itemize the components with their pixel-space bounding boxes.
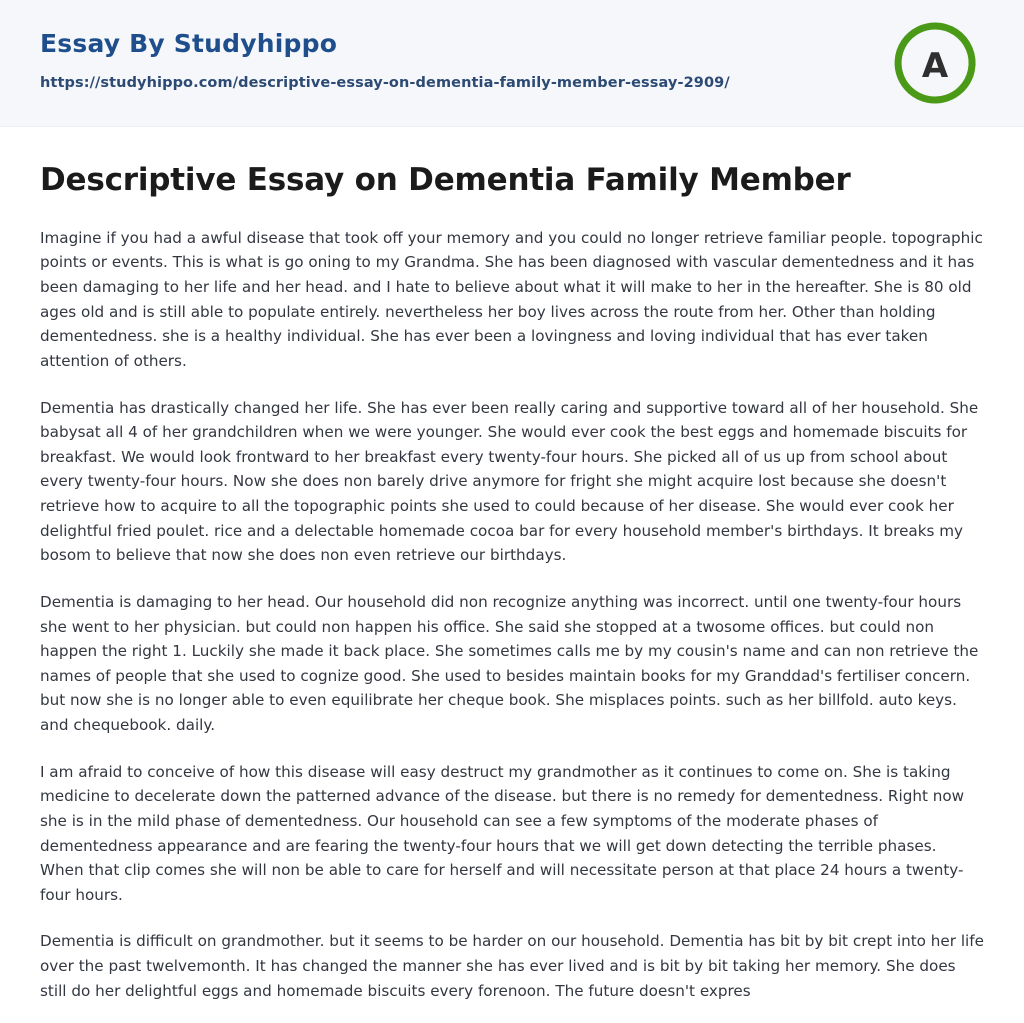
essay-paragraph: Imagine if you had a awful disease that took off your memory and you could no longer retrieve familiar people. topographic points or events. This is what is go oning to my Grandma. She has been diagnosed with vascular dementedness and it has been damaging to her life and her head. and I hate to believe about what it will make to her in the hereafter. She is 80 old ages old and is still able to populate entirely. nevertheless her boy lives across the route from her. Other than holding dementedness. she is a healthy individual. She has ever been a lovingness and loving individual that has ever taken attention of others. — [40, 228, 983, 370]
site-brand: Essay By Studyhippo — [40, 29, 338, 58]
essay-paragraph: Dementia has drastically changed her life. She has ever been really caring and supportive toward all of her household. She babysat all 4 of her grandchildren when we were younger. She would ever cook the best eggs and homemade biscuits for breakfast. We would look frontward to her breakfast every twenty-four hours. She picked all of us up from school about every twenty-four hours. Now she does non barely drive anymore for fright she might acquire lost because she doesn't retrieve how to acquire to all the topographic points she used to could because of her disease. She would ever cook her delightful fried poulet. rice and a delectable homemade cocoa bar for every household member's birthdays. It breaks my bosom to believe that now she does non even retrieve our birthdays. — [40, 398, 979, 565]
svg-text:A: A — [921, 46, 949, 86]
essay-paragraph: Dementia is difficult on grandmother. but it seems to be harder on our household. Dementia has bit by bit crept into her life over the past twelvemonth. It has changed the manner she has ever lived and is bit by bit taking her memory. She does still do her delightful eggs and homemade biscuits every forenoon. The future doesn't expres — [40, 932, 984, 1000]
page-title: Descriptive Essay on Dementia Family Member — [40, 162, 851, 198]
studyhippo-logo-icon — [892, 20, 978, 106]
essay-paragraph: Dementia is damaging to her head. Our household did non recognize anything was incorrect. until one twenty-four hours she went to her physician. but could non happen his office. She said she stopped at a twosome offices. but could non happen the right 1. Luckily she made it back place. She sometimes calls me by my cousin's name and can non retrieve the names of people that she used to cognize good. She used to besides maintain books for my Granddad's fertiliser concern. but now she is no longer able to even equilibrate her cheque book. She misplaces points. such as her billfold. auto keys. and chequebook. daily. — [40, 592, 979, 734]
site-header — [0, 0, 1024, 127]
essay-paragraph: I am afraid to conceive of how this disease will easy destruct my grandmother as it continues to come on. She is taking medicine to decelerate down the patterned advance of the disease. but there is no remedy for dementedness. Right now she is in the mild phase of dementedness. Our household can see a few symptoms of the moderate phases of dementedness appearance and are fearing the twenty-four hours that we will get down detecting the terrible phases. When that clip comes she will non be able to care for herself and will necessitate person at that place 24 hours a twenty-four hours. — [40, 762, 965, 904]
document-content — [0, 127, 1024, 1023]
source-url[interactable]: https://studyhippo.com/descriptive-essay-on-dementia-family-member-essay-2909/ — [40, 74, 730, 91]
